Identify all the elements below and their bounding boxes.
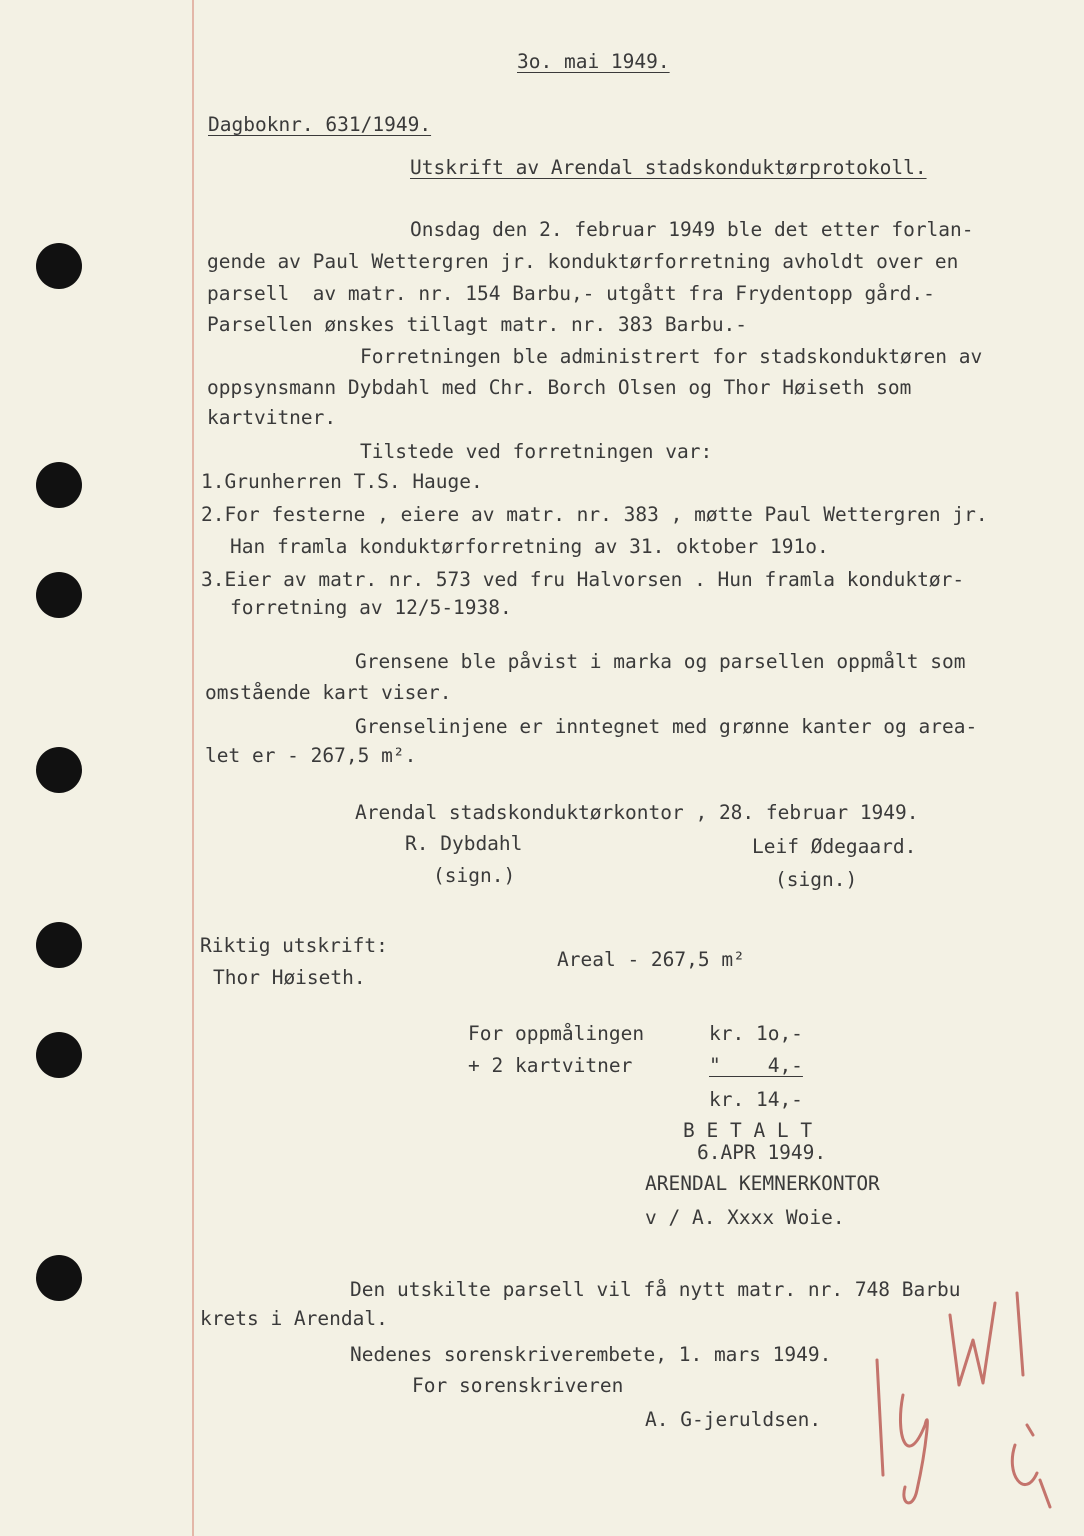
margin-line <box>192 0 194 1536</box>
body-line: Tilstede ved forretningen var: <box>360 440 713 463</box>
fee-amount: kr. 1o,- <box>709 1022 803 1045</box>
body-line: parsell av matr. nr. 154 Barbu,- utgått fra Frydentopp gård.- <box>207 282 935 305</box>
stamp-office: ARENDAL KEMNERKONTOR <box>645 1172 880 1195</box>
fee-total: kr. 14,- <box>709 1088 803 1111</box>
body-line: 2.For festerne , eiere av matr. nr. 383 , møtte Paul Wettergren jr. <box>201 503 988 526</box>
punch-hole <box>36 922 82 968</box>
body-line: oppsynsmann Dybdahl med Chr. Borch Olsen og Thor Høiseth som <box>207 376 912 399</box>
area-value: Areal - 267,5 m² <box>557 948 745 971</box>
body-line: omstående kart viser. <box>205 681 452 704</box>
body-line: Parsellen ønskes tillagt matr. nr. 383 Barbu.- <box>207 313 748 336</box>
signature-right-name: Leif Ødegaard. <box>752 835 917 858</box>
closing-line: Nedenes sorenskriverembete, 1. mars 1949. <box>350 1343 832 1366</box>
stamp-paid: B E T A L T <box>683 1119 813 1142</box>
document-heading: Utskrift av Arendal stadskonduktørprotokoll. <box>410 156 927 179</box>
closing-line: krets i Arendal. <box>200 1307 388 1330</box>
diary-number: Dagboknr. 631/1949. <box>208 113 432 136</box>
fee-amount: " 4,- <box>709 1054 803 1077</box>
body-line: Han framla konduktørforretning av 31. oktober 191o. <box>230 535 829 558</box>
certification-label: Riktig utskrift: <box>200 934 388 957</box>
body-line: Onsdag den 2. februar 1949 ble det etter forlan- <box>410 218 974 241</box>
handwritten-initials-mark <box>855 1275 1075 1525</box>
signature-right-sign: (sign.) <box>775 868 858 891</box>
signature-left-sign: (sign.) <box>433 864 516 887</box>
signature-left-name: R. Dybdahl <box>405 832 523 855</box>
body-line: Forretningen ble administrert for stadskonduktøren av <box>360 345 983 368</box>
closing-line: A. G-jeruldsen. <box>645 1408 822 1431</box>
date-header: 3o. mai 1949. <box>517 50 670 73</box>
punch-hole <box>36 1032 82 1078</box>
punch-hole <box>36 1255 82 1301</box>
closing-line: For sorenskriveren <box>412 1374 624 1397</box>
body-line: 1.Grunherren T.S. Hauge. <box>201 470 483 493</box>
punch-hole <box>36 243 82 289</box>
body-line: kartvitner. <box>207 406 337 429</box>
body-line: let er - 267,5 m². <box>205 744 417 767</box>
body-line: 3.Eier av matr. nr. 573 ved fru Halvorsen . Hun framla konduktør- <box>201 568 965 591</box>
stamp-date: 6.APR 1949. <box>697 1141 827 1164</box>
fee-label: For oppmålingen <box>468 1022 645 1045</box>
punch-hole <box>36 572 82 618</box>
body-line: forretning av 12/5-1938. <box>230 596 512 619</box>
closing-line: Den utskilte parsell vil få nytt matr. nr. 748 Barbu <box>350 1278 961 1301</box>
stamp-signer: v / A. Xxxx Woie. <box>645 1206 845 1229</box>
body-line: gende av Paul Wettergren jr. konduktørforretning avholdt over en <box>207 250 959 273</box>
signature-place-date: Arendal stadskonduktørkontor , 28. februar 1949. <box>355 801 919 824</box>
punch-hole <box>36 462 82 508</box>
body-line: Grenselinjene er inntegnet med grønne kanter og area- <box>355 715 978 738</box>
body-line: Grensene ble påvist i marka og parsellen oppmålt som <box>355 650 966 673</box>
certification-name: Thor Høiseth. <box>213 966 366 989</box>
fee-label: + 2 kartvitner <box>468 1054 633 1077</box>
punch-hole <box>36 747 82 793</box>
